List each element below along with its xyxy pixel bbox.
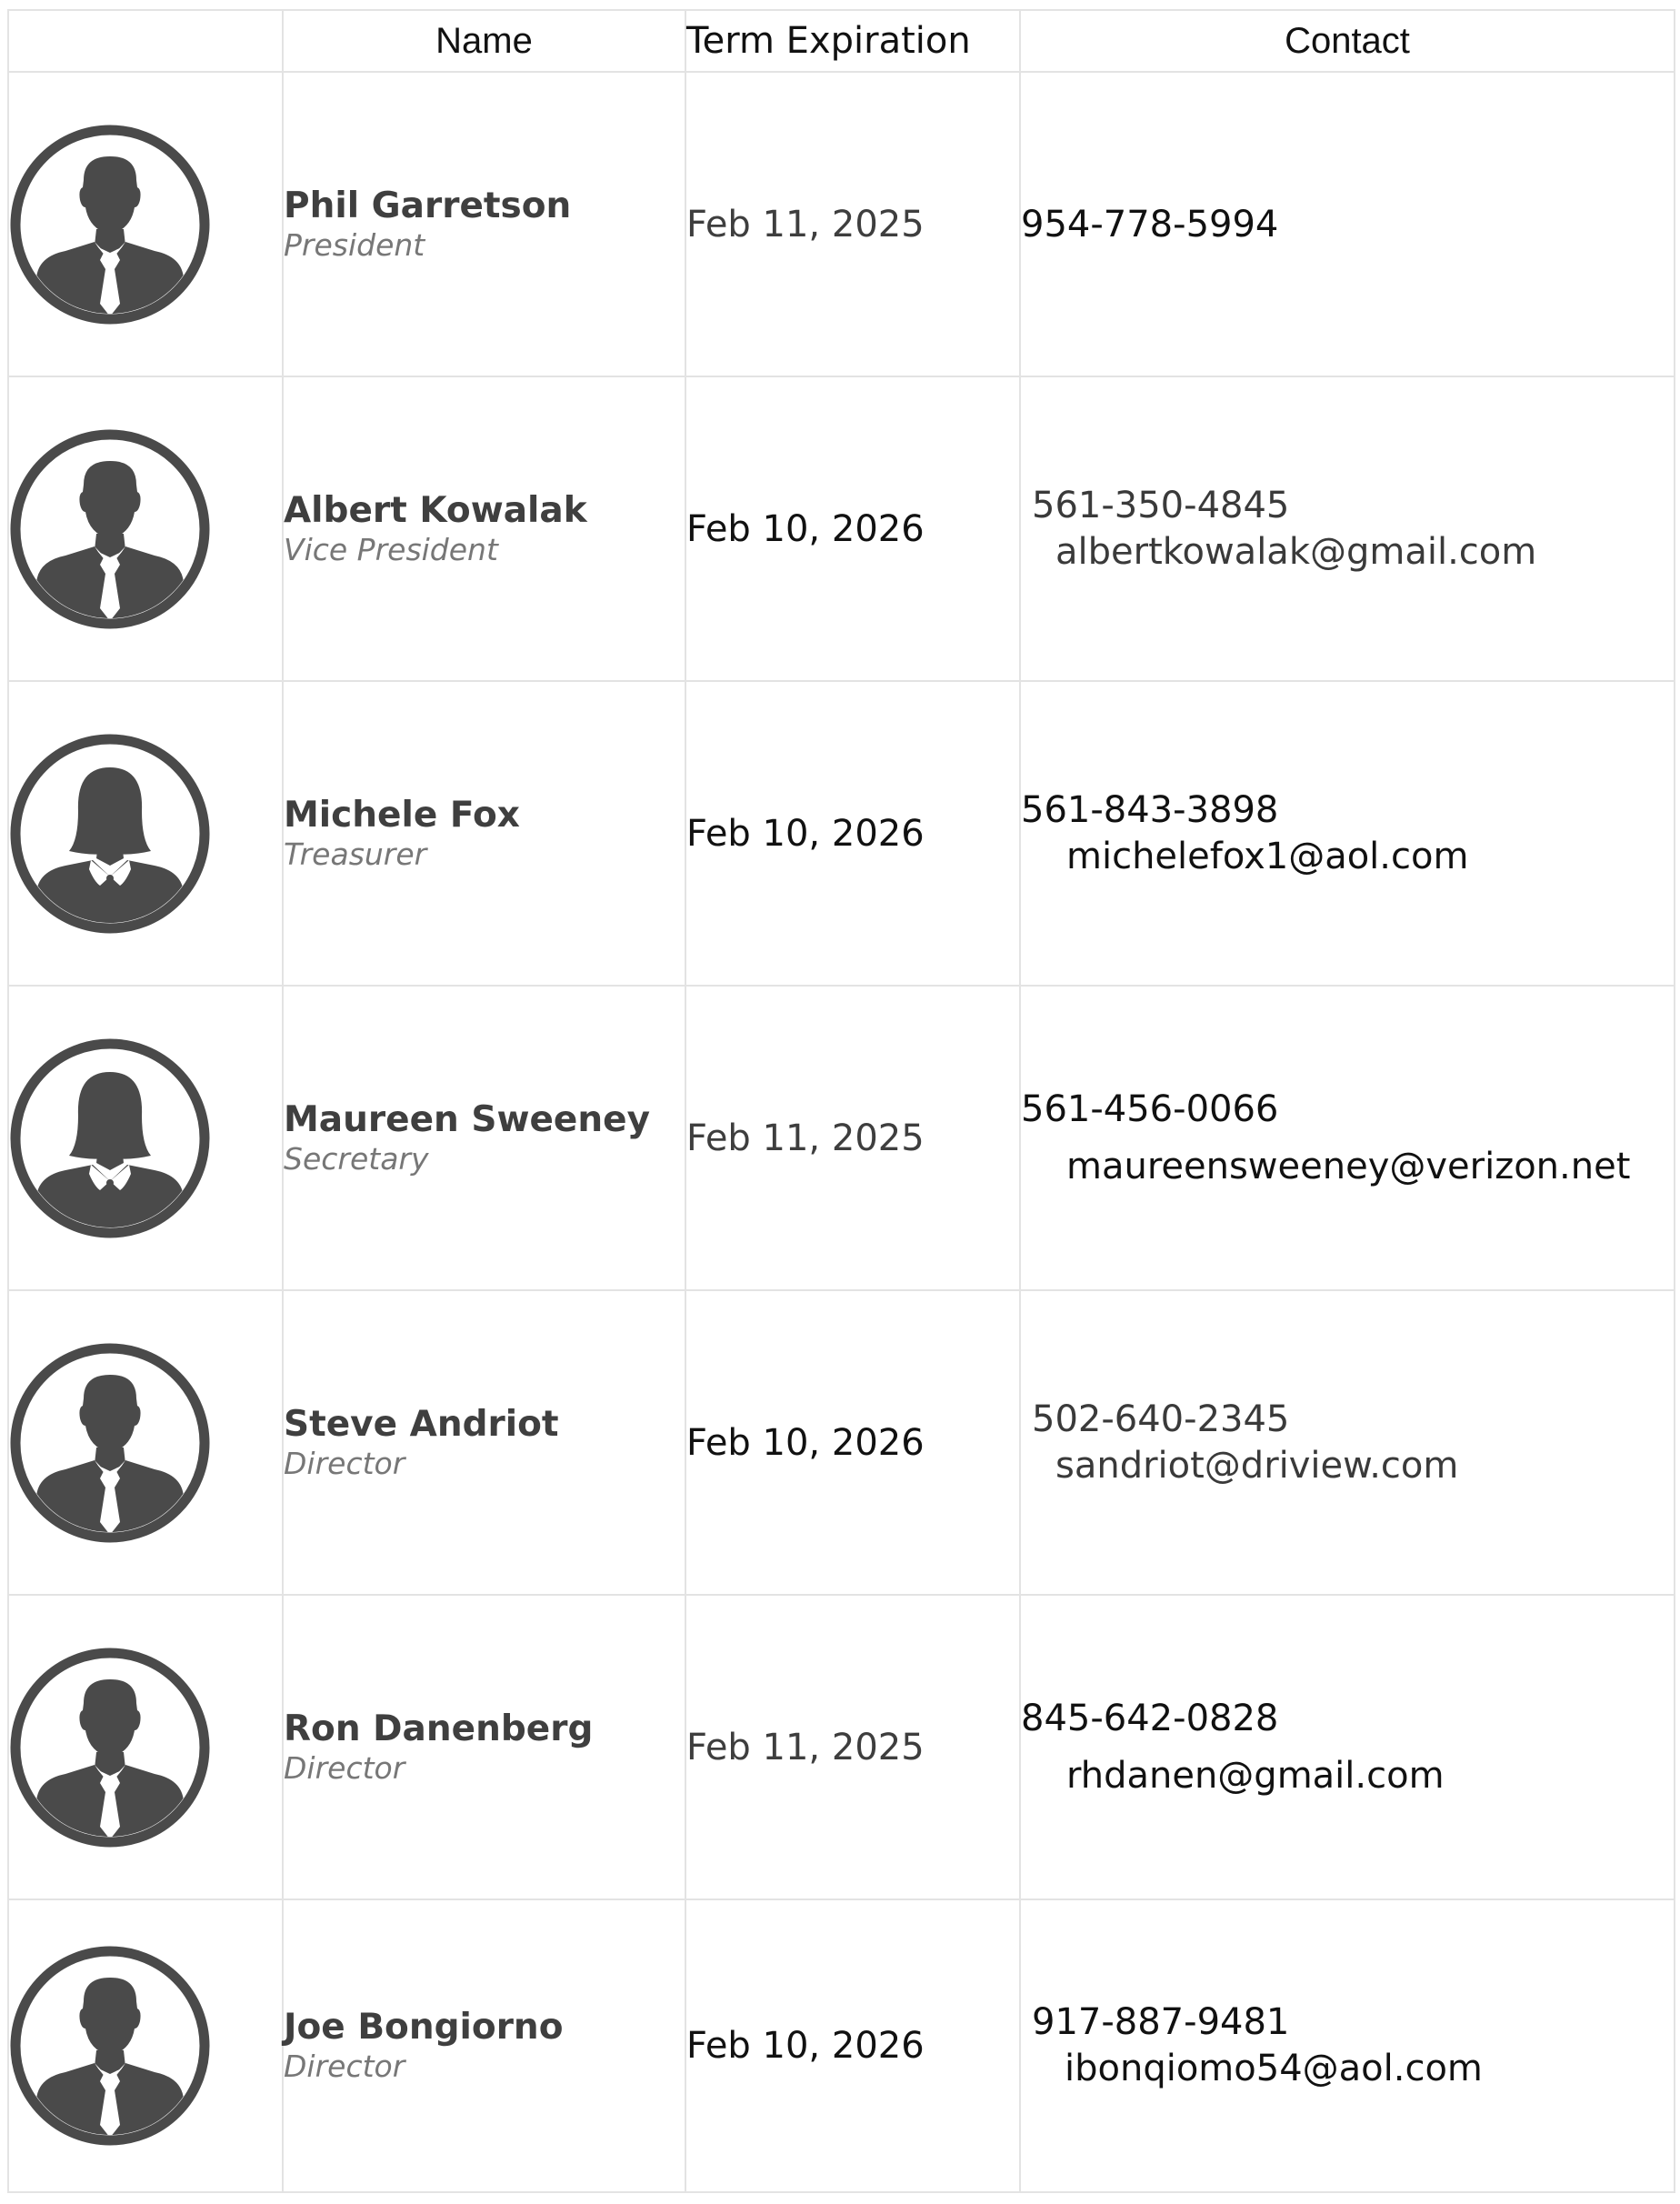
- member-role: Director: [284, 2049, 405, 2084]
- member-phone: 502-640-2345: [1032, 1398, 1290, 1440]
- member-name-cell: [283, 681, 685, 986]
- member-name-cell: [283, 72, 685, 376]
- contact-column-header: Contact: [1020, 10, 1675, 72]
- member-role: Director: [284, 1749, 405, 1786]
- member-photo-cell: [8, 1290, 283, 1595]
- member-email-link[interactable]: michelefox1@aol.com: [1066, 835, 1469, 877]
- member-name: Phil Garretson: [284, 185, 572, 226]
- board-members-table: [7, 9, 1675, 2193]
- member-photo-cell: [8, 986, 283, 1290]
- member-contact-cell: [1020, 681, 1675, 986]
- member-phone: 561-350-4845: [1032, 484, 1290, 526]
- table-header-row: [8, 10, 1675, 72]
- member-name: Albert Kowalak: [284, 489, 587, 531]
- member-contact-cell: [1020, 1899, 1675, 2192]
- term-expiration: Feb 11, 2025: [685, 1595, 1020, 1899]
- member-email-link[interactable]: maureensweeney@verizon.net: [1066, 1145, 1631, 1187]
- name-column-header: Name: [283, 10, 685, 72]
- term-expiration: Feb 10, 2026: [685, 681, 1020, 986]
- member-photo-cell: [8, 1595, 283, 1899]
- member-name-cell: [283, 1899, 685, 2192]
- member-contact-cell: [1020, 376, 1675, 681]
- member-phone: 561-843-3898: [1021, 788, 1279, 831]
- male-avatar-icon: [9, 428, 211, 630]
- member-email-link[interactable]: rhdanen@gmail.com: [1066, 1754, 1445, 1797]
- member-photo-cell: [8, 681, 283, 986]
- table-row: [8, 1899, 1675, 2192]
- male-avatar-icon: [9, 1647, 211, 1848]
- male-avatar-icon: [9, 124, 211, 326]
- table-row: [8, 72, 1675, 376]
- member-photo-cell: [8, 1899, 283, 2192]
- member-name-cell: [283, 1290, 685, 1595]
- table-row: [8, 376, 1675, 681]
- member-phone: 954-778-5994: [1021, 203, 1279, 245]
- member-contact-cell: [1020, 1290, 1675, 1595]
- member-name: Maureen Sweeney: [284, 1098, 651, 1140]
- female-avatar-icon: [9, 1037, 211, 1239]
- table-row: [8, 986, 1675, 1290]
- board-members-sheet: [7, 9, 1674, 2204]
- member-name: Joe Bongiorno: [284, 2007, 564, 2048]
- member-contact-cell: [1020, 1595, 1675, 1899]
- table-row: [8, 681, 1675, 986]
- female-avatar-icon: [9, 733, 211, 935]
- member-email-link[interactable]: albertkowalak@gmail.com: [1055, 530, 1537, 573]
- member-role: Vice President: [284, 531, 498, 567]
- term-expiration: Feb 11, 2025: [685, 72, 1020, 376]
- term-expiration: Feb 10, 2026: [685, 1899, 1020, 2192]
- term-expiration: Feb 11, 2025: [685, 986, 1020, 1290]
- member-role: Secretary: [284, 1140, 429, 1177]
- member-name: Michele Fox: [284, 794, 520, 836]
- member-email-link[interactable]: ibonqiomo54@aol.com: [1065, 2048, 1483, 2089]
- member-contact-cell: [1020, 986, 1675, 1290]
- member-phone: 917-887-9481: [1032, 2001, 1290, 2043]
- member-photo-cell: [8, 376, 283, 681]
- term-expiration: Feb 10, 2026: [685, 1290, 1020, 1595]
- member-name-cell: [283, 986, 685, 1290]
- member-role: Director: [284, 1445, 405, 1481]
- member-role: President: [284, 226, 425, 263]
- member-name-cell: [283, 376, 685, 681]
- male-avatar-icon: [9, 1945, 211, 2147]
- member-role: Treasurer: [284, 836, 427, 872]
- member-phone: 561-456-0066: [1021, 1087, 1279, 1130]
- table-row: [8, 1595, 1675, 1899]
- term-expiration-column-header: Term Expiration: [685, 10, 1020, 72]
- photo-column-header: [8, 10, 283, 72]
- member-name-cell: [283, 1595, 685, 1899]
- member-name: Ron Danenberg: [284, 1708, 594, 1749]
- member-phone: 845-642-0828: [1021, 1697, 1279, 1739]
- member-photo-cell: [8, 72, 283, 376]
- table-row: [8, 1290, 1675, 1595]
- member-name: Steve Andriot: [284, 1403, 559, 1445]
- member-email-link[interactable]: sandriot@driview.com: [1055, 1444, 1459, 1487]
- male-avatar-icon: [9, 1342, 211, 1544]
- member-contact-cell: [1020, 72, 1675, 376]
- term-expiration: Feb 10, 2026: [685, 376, 1020, 681]
